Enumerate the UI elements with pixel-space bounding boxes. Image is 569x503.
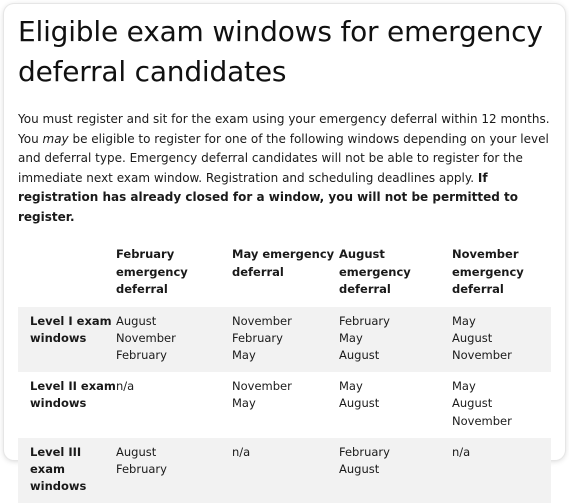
header-empty — [18, 246, 116, 307]
exam-window-value: August — [116, 444, 157, 459]
table-row — [18, 307, 551, 373]
exam-window-value: November — [232, 379, 292, 394]
exam-window-value: August — [339, 396, 380, 411]
exam-window-value: February — [116, 461, 167, 476]
exam-window-value: n/a — [452, 444, 471, 459]
table-cell — [339, 438, 452, 503]
row-header: Level III exam windows — [18, 438, 116, 503]
exam-window-value: August — [452, 330, 493, 345]
table-cell — [232, 372, 339, 438]
exam-windows-table — [18, 246, 551, 503]
exam-window-value: n/a — [232, 444, 251, 459]
intro-paragraph — [18, 110, 551, 227]
exam-window-value: August — [116, 313, 157, 328]
row-header: Level I exam windows — [18, 307, 116, 373]
intro-warning: If registration has already closed for a window, you will not be permitted to register. — [18, 170, 518, 224]
exam-window-value: August — [339, 347, 380, 362]
header-august: August emergency deferral — [339, 247, 411, 296]
exam-window-value: February — [116, 347, 167, 362]
exam-window-value: May — [452, 379, 476, 394]
exam-window-value: August — [339, 461, 380, 476]
table-cell — [452, 372, 551, 438]
exam-window-value: May — [452, 313, 476, 328]
table-cell — [232, 438, 339, 503]
header-february: February emergency deferral — [116, 247, 188, 296]
exam-window-value: November — [116, 330, 176, 345]
intro-text-1: You must register and sit for the exam using your emergency deferral within 12 months. You — [18, 112, 550, 146]
intro-text-2: be eligible to register for one of the following windows depending on your level and deferral type. Emergency deferral candidates will not be able to register for the immediate next exam window. Registration and scheduling deadlines apply. — [18, 131, 549, 185]
table-cell — [116, 307, 232, 373]
exam-window-value: n/a — [116, 379, 135, 394]
exam-window-value: November — [232, 313, 292, 328]
table-header-row — [18, 246, 551, 307]
table-cell — [232, 307, 339, 373]
table-row — [18, 372, 551, 438]
exam-window-value: August — [452, 396, 493, 411]
table-cell — [116, 438, 232, 503]
exam-window-value: November — [452, 413, 512, 428]
table-cell — [452, 438, 551, 503]
exam-window-value: May — [339, 330, 363, 345]
exam-window-value: February — [339, 313, 390, 328]
exam-window-value: May — [232, 396, 256, 411]
exam-window-value: May — [339, 379, 363, 394]
content-card — [4, 4, 565, 494]
exam-window-value: November — [452, 347, 512, 362]
table-cell — [339, 372, 452, 438]
table-row — [18, 438, 551, 503]
table-cell — [339, 307, 452, 373]
row-header: Level II exam windows — [30, 379, 116, 411]
header-may: May emergency deferral — [232, 247, 335, 279]
intro-emphasis: may — [42, 131, 69, 146]
exam-window-value: May — [232, 347, 256, 362]
exam-window-value: February — [232, 330, 283, 345]
table-cell — [452, 307, 551, 373]
table-cell — [116, 372, 232, 438]
header-november: November emergency deferral — [452, 247, 524, 296]
exam-window-value: February — [339, 444, 390, 459]
page-title: Eligible exam windows for emergency deferral candidates — [18, 15, 543, 88]
